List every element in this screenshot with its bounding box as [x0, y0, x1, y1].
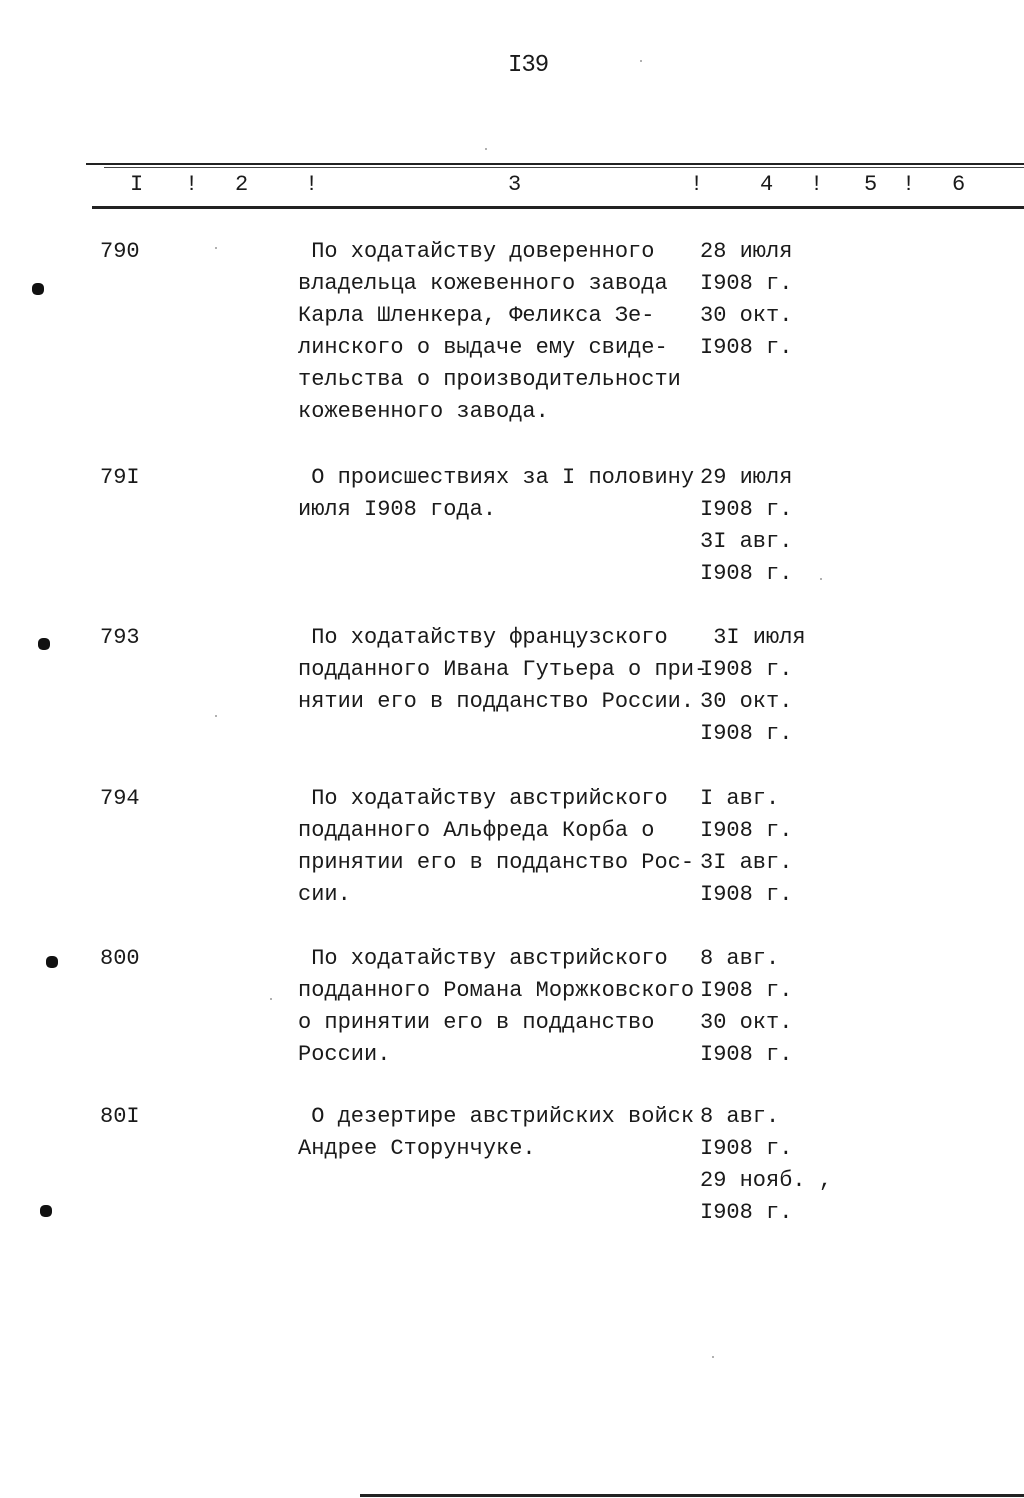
- entry-number: 793: [100, 625, 140, 650]
- punch-hole-mark: [38, 638, 50, 650]
- column-header-6: 6: [952, 172, 966, 197]
- table-top-rule-secondary: [104, 167, 1024, 168]
- entry-dates: 28 июля I908 г. 30 окт. I908 г.: [700, 239, 793, 360]
- scan-speck: [820, 578, 822, 580]
- punch-hole-mark: [46, 956, 58, 968]
- entry-number: 790: [100, 239, 140, 264]
- entry-dates: I авг. I908 г. 3I авг. I908 г.: [700, 786, 793, 907]
- punch-hole-mark: [32, 283, 44, 295]
- punch-hole-mark: [40, 1205, 52, 1217]
- scan-speck: [215, 247, 217, 249]
- column-separator: !: [690, 172, 704, 197]
- entry-description: По ходатайству австрийского подданного Альфреда Корба о принятии его в подданство Рос- сии.: [298, 786, 695, 907]
- entry-dates: 8 авг. I908 г. 29 нояб. , I908 г.: [700, 1104, 833, 1225]
- column-separator: !: [902, 172, 916, 197]
- scan-speck: [640, 60, 642, 62]
- column-header-2: 2: [235, 172, 249, 197]
- column-separator: !: [305, 172, 319, 197]
- entry-description: О происшествиях за I половину июля I908 года.: [298, 465, 695, 522]
- page-number: I39: [508, 52, 549, 79]
- column-separator: !: [810, 172, 824, 197]
- entry-number: 80I: [100, 1104, 140, 1129]
- entry-number: 800: [100, 946, 140, 971]
- column-header-5: 5: [864, 172, 878, 197]
- scan-speck: [270, 998, 272, 1000]
- entry-dates: 29 июля I908 г. 3I авг. I908 г.: [700, 465, 793, 586]
- column-header-row: [0, 170, 1024, 202]
- entry-dates: 8 авг. I908 г. 30 окт. I908 г.: [700, 946, 793, 1067]
- entry-dates: 3I июля I908 г. 30 окт. I908 г.: [700, 625, 806, 746]
- entry-description: По ходатайству французского подданного Ивана Гутьера о при- нятии его в подданство России.: [298, 625, 708, 714]
- entry-number: 79I: [100, 465, 140, 490]
- column-header-4: 4: [760, 172, 774, 197]
- column-separator: !: [185, 172, 199, 197]
- table-header-bottom-rule: [92, 206, 1024, 209]
- table-top-rule: [86, 163, 1024, 165]
- scan-speck: [215, 715, 217, 717]
- scan-speck: [712, 1356, 714, 1358]
- page-bottom-rule: [360, 1494, 1024, 1497]
- column-header-1: I: [130, 172, 144, 197]
- entry-description: О дезертире австрийских войск Андрее Сторунчуке.: [298, 1104, 695, 1161]
- column-header-3: 3: [508, 172, 522, 197]
- entry-description: По ходатайству доверенного владельца кожевенного завода Карла Шленкера, Феликса Зе- линского о выдаче ему свиде- тельства о производительности кожевенного завода.: [298, 239, 681, 424]
- scan-speck: [485, 148, 487, 150]
- entry-description: По ходатайству австрийского подданного Романа Моржковского о принятии его в подданство России.: [298, 946, 695, 1067]
- entry-number: 794: [100, 786, 140, 811]
